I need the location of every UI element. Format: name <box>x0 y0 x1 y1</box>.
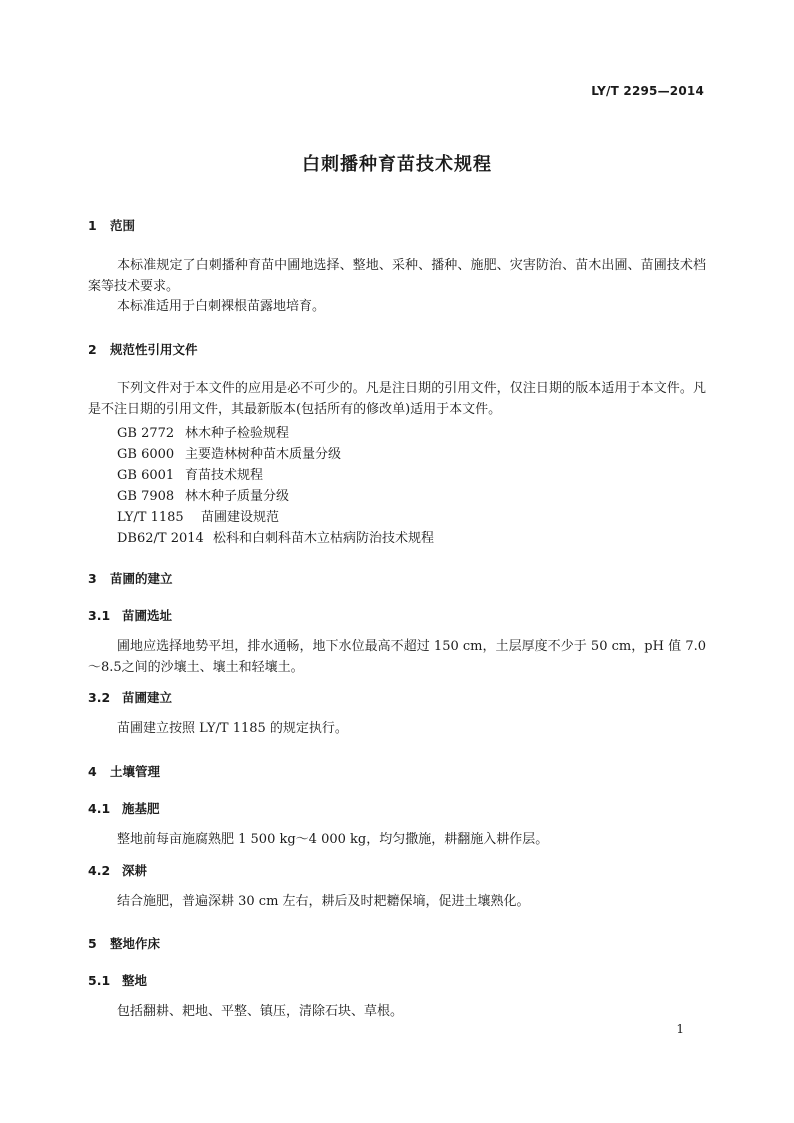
section-number: 5.1 <box>88 973 111 988</box>
section-2-heading <box>88 340 198 358</box>
page-title: 白刺播种育苗技术规程 <box>302 154 492 175</box>
section-number: 4 <box>88 764 97 779</box>
section-3-2-heading <box>88 688 172 706</box>
section-5-1-paragraph: 包括翻耕、耙地、平整、镇压，清除石块、草根。 <box>117 1004 404 1019</box>
section-number: 1 <box>88 218 97 233</box>
reference-item: DB62/T 2014 松科和白刺科苗木立枯病防治技术规程 <box>117 531 435 546</box>
document-code: LY/T 2295—2014 <box>591 84 704 98</box>
section-title: 深耕 <box>122 863 148 878</box>
page-number: 1 <box>676 1022 684 1036</box>
section-number: 2 <box>88 342 97 357</box>
section-3-2-paragraph: 苗圃建立按照 LY/T 1185 的规定执行。 <box>117 721 348 736</box>
section-4-2-paragraph: 结合施肥，普遍深耕 30 cm 左右，耕后及时耙耱保墒，促进土壤熟化。 <box>117 894 530 909</box>
section-title: 苗圃的建立 <box>110 571 173 586</box>
section-title: 范围 <box>110 218 136 233</box>
reference-item: GB 6000 主要造林树种苗木质量分级 <box>117 447 342 462</box>
section-1-paragraph-2: 本标准适用于白刺裸根苗露地培育。 <box>117 299 326 314</box>
section-5-1-heading <box>88 971 147 989</box>
section-title: 苗圃建立 <box>122 690 173 705</box>
section-number: 3.1 <box>88 608 111 623</box>
section-title: 土壤管理 <box>110 764 161 779</box>
section-3-heading <box>88 569 173 587</box>
section-1-paragraph-1: 本标准规定了白刺播种育苗中圃地选择、整地、采种、播种、施肥、灾害防治、苗木出圃、苗圃技术档案等技术要求。 <box>88 258 706 294</box>
reference-item: GB 7908 林木种子质量分级 <box>117 489 290 504</box>
reference-item: LY/T 1185 苗圃建设规范 <box>117 510 280 525</box>
section-number: 3.2 <box>88 690 111 705</box>
section-number: 3 <box>88 571 97 586</box>
section-4-1-heading <box>88 799 160 817</box>
section-title: 规范性引用文件 <box>110 342 198 357</box>
reference-item: GB 2772 林木种子检验规程 <box>117 426 290 441</box>
section-number: 4.1 <box>88 801 111 816</box>
section-3-1-paragraph: 圃地应选择地势平坦，排水通畅，地下水位最高不超过 150 cm，土层厚度不少于 50 cm，pH 值 7.0～8.5之间的沙壤土、壤土和轻壤土。 <box>88 639 706 675</box>
section-title: 整地 <box>122 973 148 988</box>
section-title: 苗圃选址 <box>122 608 173 623</box>
section-4-heading <box>88 762 160 780</box>
section-1-heading <box>88 216 135 234</box>
section-2-paragraph-1: 下列文件对于本文件的应用是必不可少的。凡是注日期的引用文件，仅注日期的版本适用于本文件。凡是不注日期的引用文件，其最新版本(包括所有的修改单)适用于本文件。 <box>88 381 706 417</box>
reference-item: GB 6001 育苗技术规程 <box>117 468 264 483</box>
section-5-heading <box>88 934 160 952</box>
section-title: 整地作床 <box>110 936 161 951</box>
section-4-1-paragraph: 整地前每亩施腐熟肥 1 500 kg～4 000 kg，均匀撒施，耕翻施入耕作层。 <box>117 832 549 847</box>
section-title: 施基肥 <box>122 801 160 816</box>
section-3-1-heading <box>88 606 172 624</box>
section-number: 4.2 <box>88 863 111 878</box>
section-number: 5 <box>88 936 97 951</box>
section-4-2-heading <box>88 861 147 879</box>
